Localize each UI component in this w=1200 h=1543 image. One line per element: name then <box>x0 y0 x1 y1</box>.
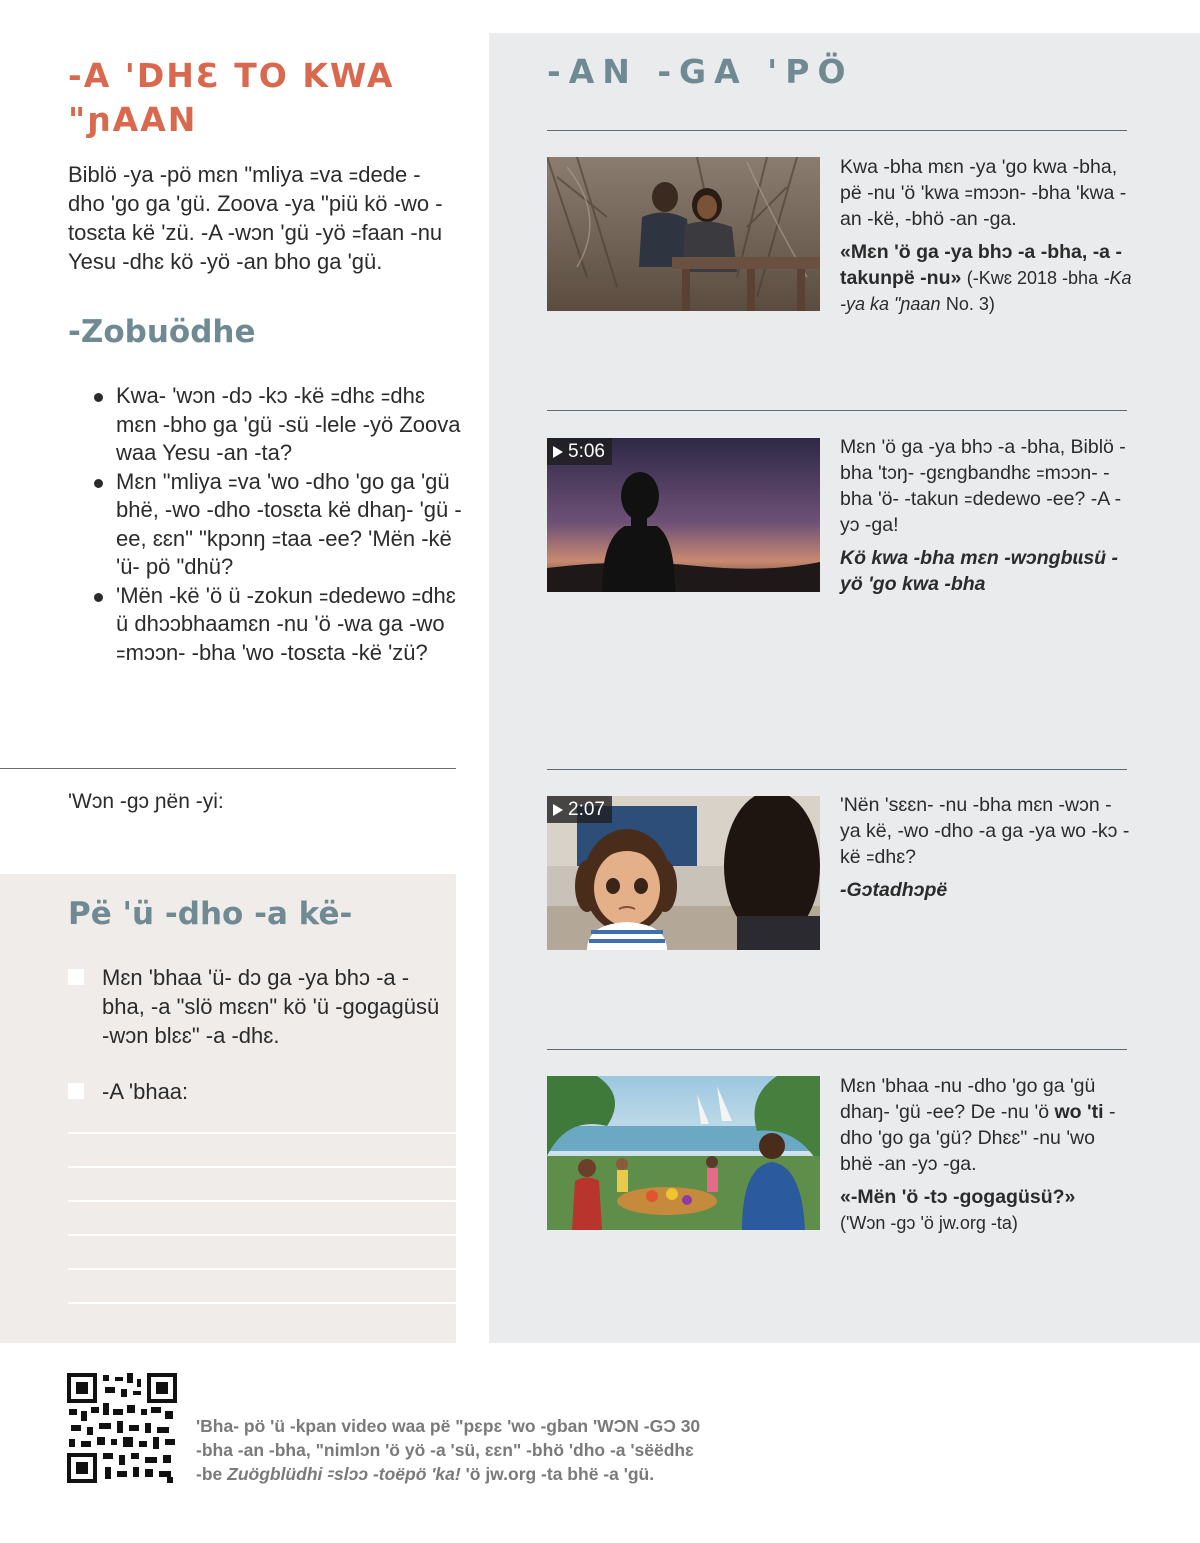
video-link[interactable]: Kö kwa -bha mɛn -wɔngbɩɩsü -yö 'go kwa -bha <box>840 547 1119 595</box>
video-duration-text: 5:06 <box>568 441 605 462</box>
goal-box <box>0 874 456 1343</box>
article-text: Mɛn 'bhaa -nu -dho 'go ga 'gü dhaŋ- 'gü -ee? De -nu 'ö <box>840 1075 1096 1123</box>
section-divider <box>547 410 1127 411</box>
couple-on-bridge-image <box>547 157 820 311</box>
goal-checkbox[interactable] <box>68 1083 84 1099</box>
footer-text: -be <box>196 1464 223 1484</box>
video-link[interactable]: -Gɔtadhɔpë <box>840 879 948 901</box>
article-source: ('Wɔn -gɔ 'ö jw.org -ta) <box>840 1213 1018 1233</box>
video-duration <box>547 796 612 823</box>
qr-code[interactable] <box>67 1373 177 1483</box>
goal-item-text: Mɛn 'bhaa 'ü- dɔ ga -ya bhɔ -a -bha, -a "slö mɛɛn" kö 'ü -gogagüsü -wɔn blɛɛ" -a -dhɛ. <box>102 965 440 1048</box>
summary-title: -A 'DHƐ TO KWA "ɲAAN <box>68 56 395 139</box>
writing-line[interactable] <box>68 1166 456 1168</box>
footer-line <box>196 1462 736 1486</box>
video-duration <box>547 438 612 465</box>
paradise-gathering-image <box>547 1076 820 1230</box>
review-question: Mɛn "mliya ꞊va 'wo -dho 'go ga 'gü bhë, -wo -dho -tosɛta kë dhaŋ- 'gü -ee, ɛɛn" "kpɔnŋ ꞊taa -ee? 'Mën -kë 'ü- pö "dhü? <box>90 468 462 582</box>
review-question: 'Mën -kë 'ö ü -zokun ꞊dedewo ꞊dhɛ ü dhɔɔbhaamɛn -nu 'ö -wa ga -wo ꞊mɔɔn- -bha 'wo -tosɛta -kë 'zü? <box>90 582 462 668</box>
article-text: -dho 'go ga 'gü? Dhɛɛ" -nu 'wo bhë -an -yɔ -ga. <box>840 1101 1116 1175</box>
section-divider <box>0 768 456 769</box>
footer-note <box>196 1414 736 1486</box>
writing-line[interactable] <box>68 1234 456 1236</box>
article-thumbnail[interactable] <box>547 1076 820 1230</box>
article-description <box>840 1073 1132 1236</box>
writing-line[interactable] <box>68 1132 456 1134</box>
writing-line[interactable] <box>68 1200 456 1202</box>
play-icon <box>553 446 563 458</box>
footer-line: -bha -an -bha, "nimlɔn 'ö yö -a 'sü, ɛɛn" -bhö 'dho -a 'sëëdhɛ <box>196 1440 694 1460</box>
review-list <box>90 382 462 667</box>
goal-item <box>68 1077 448 1106</box>
video-thumbnail[interactable] <box>547 438 820 592</box>
article-link[interactable]: «Mɛn 'ö ga -ya bhɔ -a -bha, -a -takunpë -nu» <box>840 241 1122 289</box>
review-title: -Zobuödhe <box>68 314 256 350</box>
article-source-title: -Ka -ya ka "ɲaan <box>840 268 1132 314</box>
section-divider <box>547 130 1127 131</box>
article-text-emphasis: wo 'ti <box>1054 1101 1104 1123</box>
article-link[interactable]: «-Mën 'ö -tɔ -gogagüsü?» <box>840 1186 1076 1208</box>
video-description <box>840 434 1132 597</box>
footer-line: 'Bha- pö 'ü -kpan video waa pë "pɛpɛ 'wo -gban 'WƆN -GƆ 30 <box>196 1416 701 1436</box>
explore-title: -AN -GA 'PÖ <box>547 52 854 91</box>
article-source-issue: No. 3) <box>945 294 995 314</box>
article-source: (-Kwɛ 2018 -bha <box>966 268 1099 288</box>
footer-brochure-title[interactable]: Zuögblüdhi ꞊slɔɔ -toëpö 'ka! <box>227 1464 461 1484</box>
video-text: Mɛn 'ö ga -ya bhɔ -a -bha, Biblö -bha 'tɔŋ- -gɛngbandhɛ ꞊mɔɔn- -bha 'ö- -takun ꞊dedewo -ee? -A -yɔ -ga! <box>840 436 1126 536</box>
video-thumbnail[interactable] <box>547 796 820 950</box>
goal-item <box>68 963 448 1050</box>
video-duration-text: 2:07 <box>568 799 605 820</box>
goal-title: Pë 'ü -dho -a kë- <box>68 896 353 932</box>
qr-code-icon <box>67 1373 177 1483</box>
section-divider <box>547 769 1127 770</box>
writing-line[interactable] <box>68 1302 456 1304</box>
play-icon <box>553 804 563 816</box>
article-description <box>840 154 1132 317</box>
video-description <box>840 792 1132 903</box>
review-question: Kwa- 'wɔn -dɔ -kɔ -kë ꞊dhɛ ꞊dhɛ mɛn -bho ga 'gü -sü -lele -yö Zoova waa Yesu -an -ta? <box>90 382 462 468</box>
article-text: Kwa -bha mɛn -ya 'go kwa -bha, pë -nu 'ö 'kwa ꞊mɔɔn- -bha 'kwa -an -kë, -bhö -an -ga. <box>840 156 1127 230</box>
goal-item-text: -A 'bhaa: <box>102 1079 189 1104</box>
goal-checkbox[interactable] <box>68 969 84 985</box>
article-thumbnail[interactable] <box>547 157 820 311</box>
writing-line[interactable] <box>68 1268 456 1270</box>
video-text: 'Nën 'sɛɛn- -nu -bha mɛn -wɔn -ya kë, -wo -dho -a ga -ya wo -kɔ -kë ꞊dhɛ? <box>840 794 1130 868</box>
footer-text: 'ö jw.org -ta bhë -a 'gü. <box>465 1464 655 1484</box>
summary-text: Biblö -ya -pö mɛn "mliya ꞊va ꞊dede -dho 'go ga 'gü. Zoova -ya "piü kö -wo -tosɛta kë 'zü. -A -wɔn 'gü -yö ꞊faan -nu Yesu -dhɛ kö -yö -an bho ga 'gü. <box>68 162 443 274</box>
date-label: 'Wɔn -gɔ ɲën -yi: <box>68 790 224 813</box>
section-divider <box>547 1049 1127 1050</box>
